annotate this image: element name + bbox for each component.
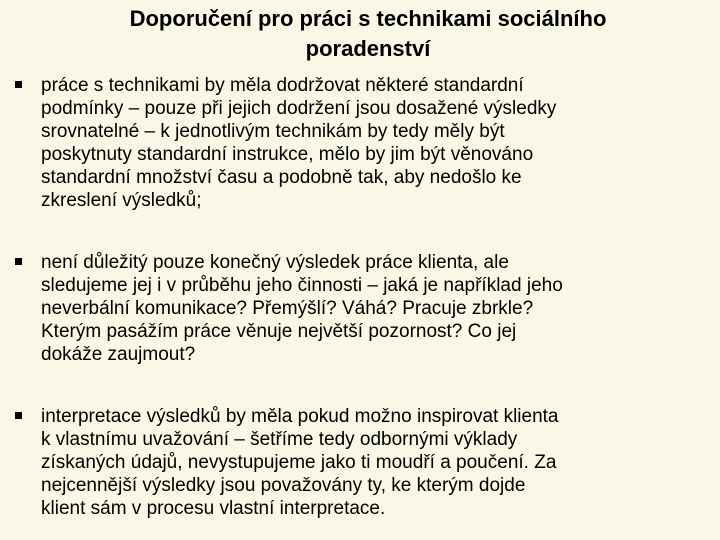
bullet-2-line-4: Kterým pasážím práce věnuje největší pozornost? Co jej <box>41 321 517 342</box>
square-bullet-icon <box>15 258 22 265</box>
bullet-2-line-3: neverbální komunikace? Přemýšlí? Váhá? Pracuje zbrkle? <box>41 298 534 319</box>
square-bullet-icon <box>15 412 22 419</box>
bullet-text-1 <box>41 74 704 212</box>
bullet-3-line-5: klient sám v procesu vlastní interpretace. <box>41 498 386 519</box>
bullet-3-line-4: nejcennější výsledky jsou považovány ty, ke kterým dojde <box>41 475 526 496</box>
bullet-1-line-4: poskytnuty standardní instrukce, mělo by jim být věnováno <box>41 144 534 165</box>
bullet-text-3 <box>41 405 704 520</box>
bullet-item-2 <box>14 251 704 366</box>
slide-title-line-2: poradenství <box>305 36 431 61</box>
bullet-2-line-2: sledujeme jej i v průběhu jeho činnosti – jaká je například jeho <box>41 275 563 296</box>
square-bullet-icon <box>15 81 22 88</box>
bullet-item-3 <box>14 405 704 520</box>
bullet-2-line-5: dokáže zaujmout? <box>41 344 196 365</box>
slide-title-line-1: Doporučení pro práci s technikami sociálního <box>129 6 607 31</box>
bullet-item-1 <box>14 74 704 212</box>
bullet-3-line-3: získaných údajů, nevystupujeme jako ti moudří a poučení. Za <box>41 452 557 473</box>
slide-title <box>40 4 696 64</box>
bullet-1-line-1: práce s technikami by měla dodržovat některé standardní <box>41 75 524 96</box>
bullet-list <box>14 74 704 520</box>
bullet-1-line-5: standardní množství času a podobně tak, aby nedošlo ke <box>41 167 522 188</box>
bullet-1-line-2: podmínky – pouze při jejich dodržení jsou dosažené výsledky <box>41 98 557 119</box>
bullet-3-line-2: k vlastnímu uvažování – šetříme tedy odbornými výklady <box>41 429 518 450</box>
bullet-3-line-1: interpretace výsledků by měla pokud možno inspirovat klienta <box>41 406 559 427</box>
bullet-1-line-3: srovnatelné – k jednotlivým technikám by tedy měly být <box>41 121 505 142</box>
bullet-1-line-6: zkreslení výsledků; <box>41 190 202 211</box>
bullet-text-2 <box>41 251 704 366</box>
bullet-2-line-1: není důležitý pouze konečný výsledek práce klienta, ale <box>41 252 509 273</box>
